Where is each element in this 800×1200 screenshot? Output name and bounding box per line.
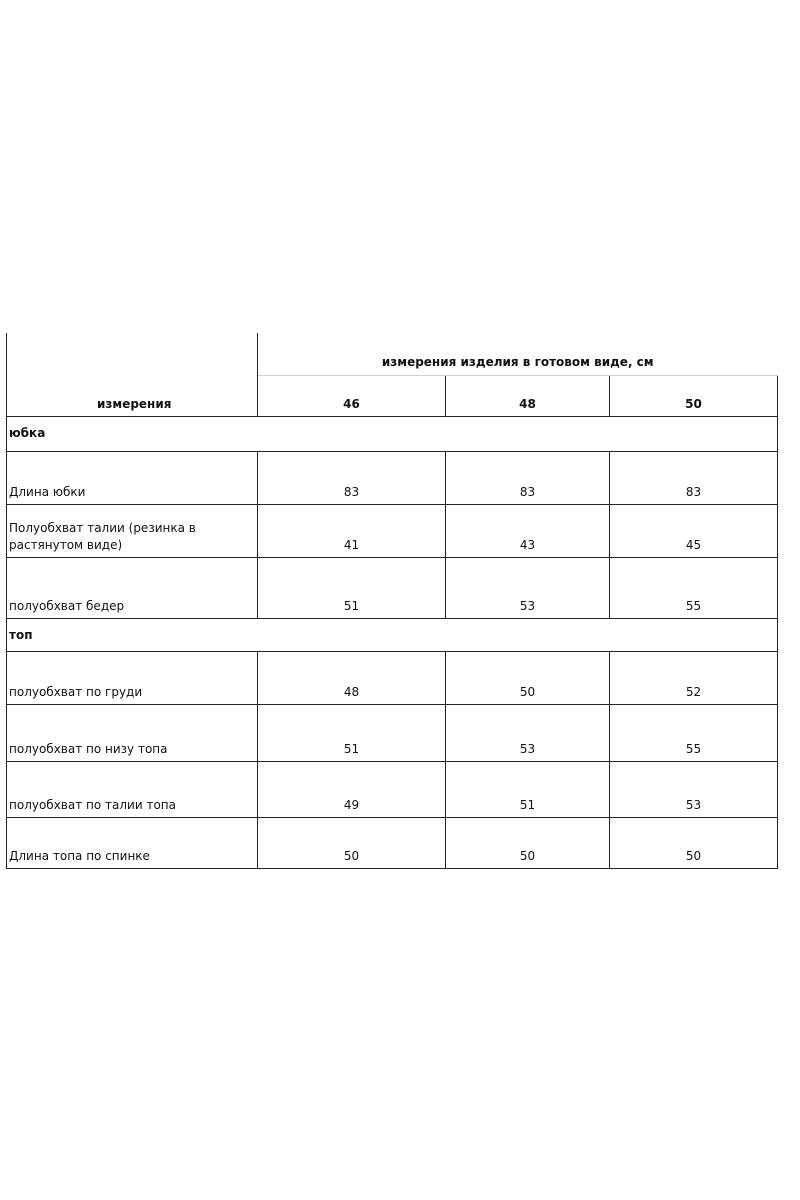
measurements-header: измерения [7, 333, 258, 416]
value-size-48: 50 [446, 817, 610, 868]
value-size-48: 43 [446, 504, 610, 557]
value-size-50: 83 [610, 451, 778, 504]
value-size-46: 49 [258, 761, 446, 817]
row-label: полуобхват по талии топа [7, 761, 258, 817]
table-row [7, 761, 778, 817]
value-size-50: 45 [610, 504, 778, 557]
value-size-50: 52 [610, 651, 778, 704]
size-46-header: 46 [258, 375, 446, 416]
value-size-48: 51 [446, 761, 610, 817]
table-row [7, 504, 778, 557]
section-row-top [7, 618, 778, 651]
value-size-48: 53 [446, 704, 610, 761]
value-size-50: 55 [610, 557, 778, 618]
size-50-header: 50 [610, 375, 778, 416]
size-48-header: 48 [446, 375, 610, 416]
value-size-46: 48 [258, 651, 446, 704]
table-row [7, 557, 778, 618]
table-row [7, 704, 778, 761]
table-row [7, 451, 778, 504]
row-label: полуобхват по низу топа [7, 704, 258, 761]
section-skirt: юбка [7, 416, 778, 451]
value-size-50: 55 [610, 704, 778, 761]
value-size-48: 83 [446, 451, 610, 504]
table-row [7, 651, 778, 704]
value-size-48: 53 [446, 557, 610, 618]
value-size-46: 51 [258, 704, 446, 761]
row-label: полуобхват бедер [7, 557, 258, 618]
table-row [7, 817, 778, 868]
section-row-skirt [7, 416, 778, 451]
value-size-48: 50 [446, 651, 610, 704]
row-label: Длина юбки [7, 451, 258, 504]
value-size-46: 41 [258, 504, 446, 557]
finished-garment-title: измерения изделия в готовом виде, см [258, 333, 778, 375]
section-top: топ [7, 618, 778, 651]
size-chart-table [6, 333, 778, 869]
row-label: Полуобхват талии (резинка в растянутом виде) [7, 504, 258, 557]
value-size-50: 50 [610, 817, 778, 868]
table-title-row [7, 333, 778, 375]
row-label: Длина топа по спинке [7, 817, 258, 868]
row-label: полуобхват по груди [7, 651, 258, 704]
value-size-46: 83 [258, 451, 446, 504]
value-size-46: 51 [258, 557, 446, 618]
value-size-46: 50 [258, 817, 446, 868]
value-size-50: 53 [610, 761, 778, 817]
